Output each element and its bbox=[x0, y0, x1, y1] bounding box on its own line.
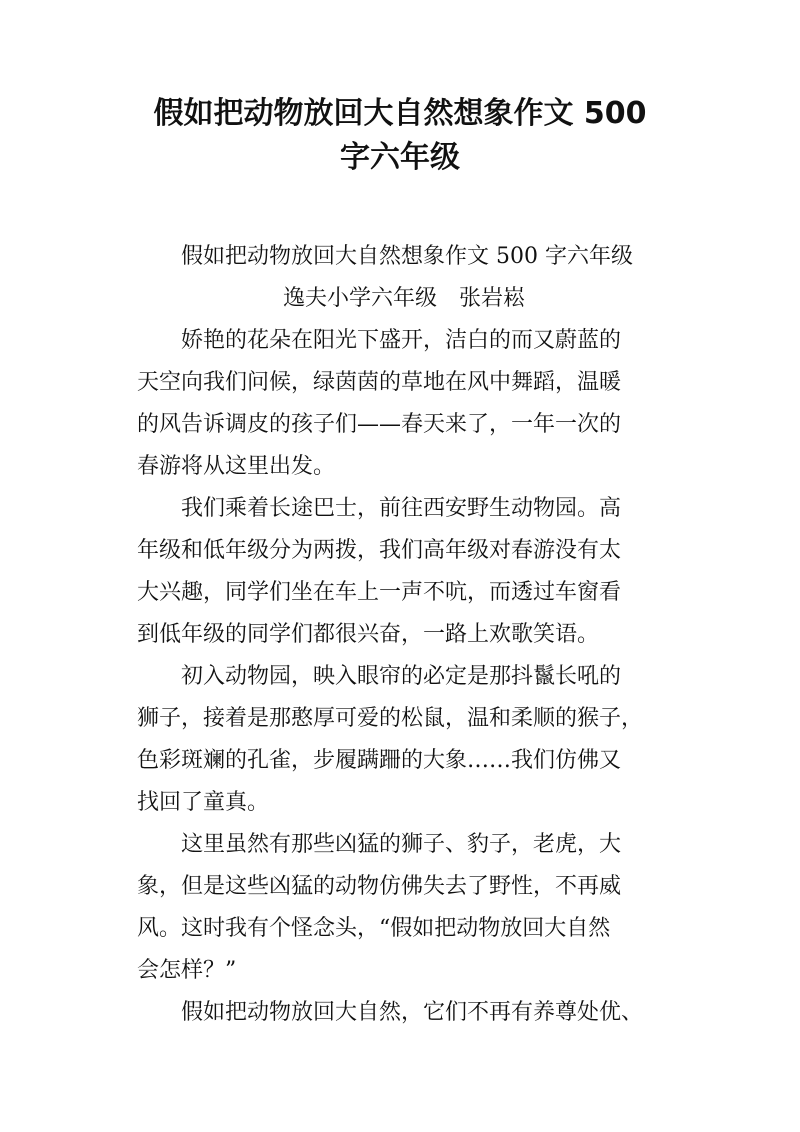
paragraph-line: 找回了童真。 bbox=[137, 790, 270, 815]
essay-subtitle: 假如把动物放回大自然想象作文 500 字六年级 bbox=[181, 244, 633, 269]
title-line-1: 假如把动物放回大自然想象作文 500 bbox=[153, 96, 647, 131]
paragraph-line: 的风告诉调皮的孩子们——春天来了，一年一次的 bbox=[137, 412, 622, 437]
paragraph-line: 会怎样？” bbox=[137, 958, 237, 983]
paragraph-line: 大兴趣，同学们坐在车上一声不吭，而透过车窗看 bbox=[137, 580, 622, 605]
paragraph-5 bbox=[137, 992, 671, 1034]
paragraph-line: 象，但是这些凶猛的动物仿佛失去了野性，不再威 bbox=[137, 874, 622, 899]
paragraph-3 bbox=[137, 656, 671, 824]
paragraph-line: 色彩斑斓的孔雀，步履蹒跚的大象……我们仿佛又 bbox=[137, 748, 622, 773]
document-body bbox=[137, 236, 671, 1034]
paragraph-line: 春游将从这里出发。 bbox=[137, 454, 336, 479]
paragraph-line: 初入动物园，映入眼帘的必定是那抖鬣长吼的 bbox=[181, 664, 622, 689]
document-title bbox=[100, 92, 700, 180]
paragraph-line: 假如把动物放回大自然，它们不再有养尊处优、 bbox=[181, 1000, 644, 1025]
paragraph-2 bbox=[137, 488, 671, 656]
paragraph-line: 到低年级的同学们都很兴奋，一路上欢歌笑语。 bbox=[137, 622, 600, 647]
paragraph-1 bbox=[137, 320, 671, 488]
paragraph-line: 我们乘着长途巴士，前往西安野生动物园。高 bbox=[181, 496, 622, 521]
paragraph-4 bbox=[137, 824, 671, 992]
paragraph-line: 年级和低年级分为两拨，我们高年级对春游没有太 bbox=[137, 538, 622, 563]
paragraph-line: 狮子，接着是那憨厚可爱的松鼠，温和柔顺的猴子， bbox=[137, 706, 644, 731]
paragraph-line: 天空向我们问候，绿茵茵的草地在风中舞蹈，温暖 bbox=[137, 370, 622, 395]
paragraph-line: 这里虽然有那些凶猛的狮子、豹子，老虎，大 bbox=[181, 832, 622, 857]
author-line: 逸夫小学六年级 张岩崧 bbox=[282, 286, 525, 311]
paragraph-line: 风。这时我有个怪念头，“假如把动物放回大自然 bbox=[137, 916, 611, 941]
title-line-2: 字六年级 bbox=[340, 140, 460, 175]
paragraph-line: 娇艳的花朵在阳光下盛开，洁白的而又蔚蓝的 bbox=[181, 328, 622, 353]
